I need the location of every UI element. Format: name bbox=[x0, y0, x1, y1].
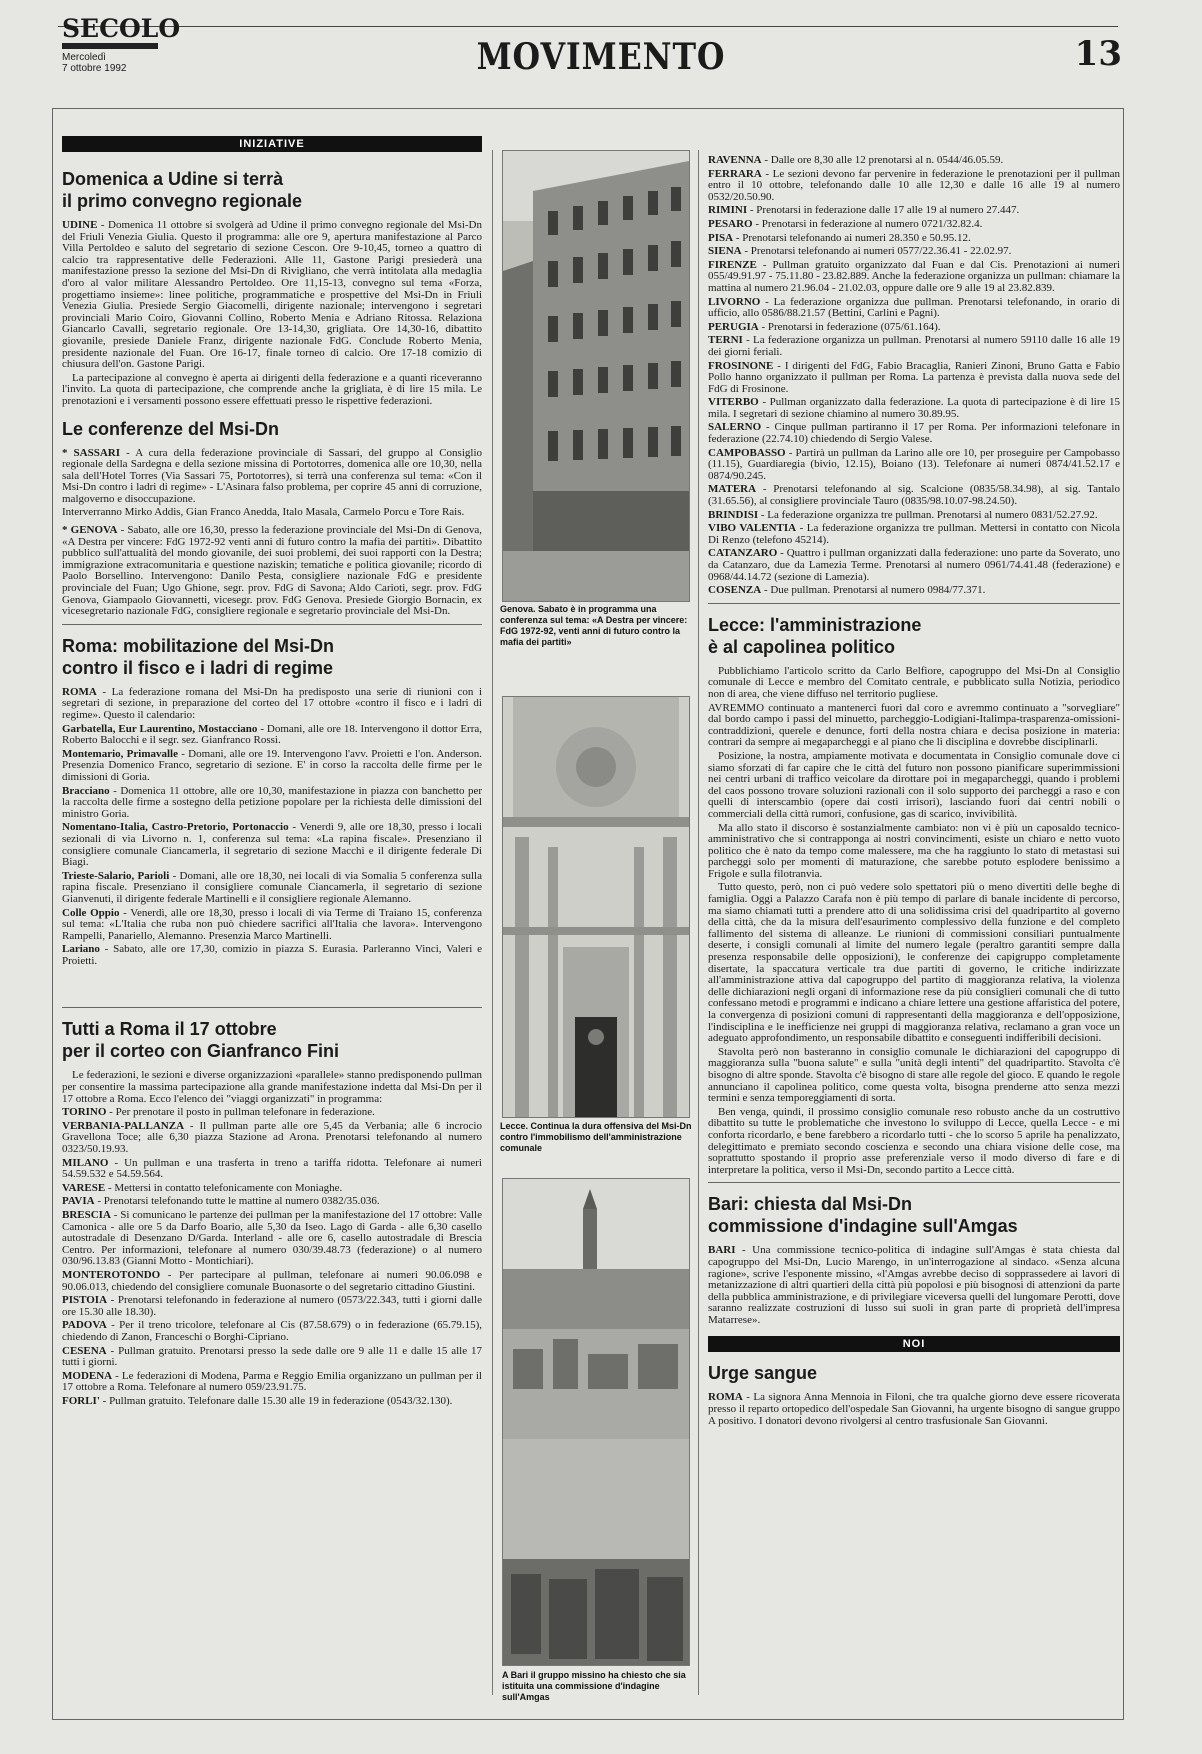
pullman-list-text: - Quattro i pullman organizzati dalla federazione: uno parte da Soverato, uno da Catanzaro, due da Lamezia Terme. Prenotarsi al numero 0961/74.41.48 (federazione) e 0968/44.14.72 (sezione di Lamezia). bbox=[708, 547, 1120, 583]
pullman-list-place: COSENZA bbox=[708, 584, 762, 597]
roma-calendar-item bbox=[62, 786, 482, 821]
roma-calendar-text: - Sabato, alle ore 17,30, comizio in piazza S. Eurasia. Parleranno Vinci, Valeri e Proietti. bbox=[62, 943, 482, 967]
pullman-list-item bbox=[708, 322, 1120, 334]
roma-calendar bbox=[62, 724, 482, 968]
pullman-list-item bbox=[708, 397, 1120, 420]
conferenze-headline: Le conferenze del Msi-Dn bbox=[62, 418, 280, 439]
tutti-list-item bbox=[62, 1346, 482, 1369]
lecce-church-illustration bbox=[503, 697, 689, 1117]
tutti-intro: Le federazioni, le sezioni e diverse organizzazioni «parallele» stanno predisponendo pullman per consentire la massima partecipazione alla grande manifestazione indetta dal Msi-Dn per il 17 ottobre a Roma. Ecco l'elenco dei "viaggi organizzati" in programma: bbox=[62, 1069, 483, 1105]
bari-headline-line1: Bari: chiesta dal Msi-Dn bbox=[708, 1194, 913, 1215]
roma-calendar-place: Montemario, Primavalle bbox=[62, 747, 178, 760]
roma-calendar-place: Nomentano-Italia, Castro-Pretorio, Portonaccio bbox=[62, 821, 289, 834]
tutti-list-text: - Si comunicano le partenze dei pullman per la manifestazione del 17 ottobre: Valle Camonica - alle ore 5 da Darfo Boario, alle 5,30 da Iseo. Lago di Garda - alle 6,30 casello autostradale di Desenzano D/Garda. Interland - alle ore 6, casello autostradale di Brescia Centro. Per informazioni, telefonare al numero 030/39.48.73 (federazione) o al numero 030/96.13.83 (Gianni Motto - Montichiari). bbox=[62, 1209, 482, 1268]
tutti-list-place: MONTEROTONDO bbox=[62, 1268, 161, 1281]
caption-genova: Genova. Sabato è in programma una conferenza sul tema: «A Destra per vincere: FdG 1972-92, venti anni di futuro contro la mafia dei partiti» bbox=[500, 604, 688, 647]
lecce-paragraph-1: AVREMMO continuato a mantenerci fuori dal coro e avremmo continuato a "sorvegliare" dal bordo campo i passi del minuetto, parcheggio-Lodigiani-Italimpa-trasparenza-omissioni-contraddizioni, querele e denunce, forti della nostra chiara e decisa posizione in materia: contrari da sempre ai megaparcheggi e al piano che li disciplina e dovrebbe disciplinarli. bbox=[708, 701, 1120, 749]
tutti-list-place: MILANO bbox=[62, 1156, 109, 1169]
lecce-paragraph-5: Stavolta però non basteranno in consiglio comunale le dichiarazioni del capogruppo di maggioranza sulla "buona salute" e sulla "unità degli intenti" del quadripartito. Stavolta c'è bisogno di altre sponde. Stavolta c'è bisogno di stare alle regole del gioco. E quando le regole annunciano il capolinea politico, come questa volta, bisogna prenderne atto senza mezzi termini e senza temporeggiamenti di sorta. bbox=[708, 1045, 1120, 1105]
pullman-list-item bbox=[708, 422, 1120, 445]
pullman-list-text: - La federazione organizza tre pullman. Mettersi in contatto con Nicola Di Renzo (telefono 45214). bbox=[708, 522, 1120, 546]
divider bbox=[708, 603, 1120, 604]
pullman-list-item bbox=[708, 260, 1120, 295]
lecce-paragraph-6: Ben venga, quindi, il prossimo consiglio comunale reso robusto anche da un costruttivo dibattito su tutte le problematiche che investono lo sviluppo di Lecce, quella Lecce - e mi conforta ricordarlo, e bene farebbero a ricordarlo tutti - che lo scorso 5 aprile ha penalizzato, delegittimato e premiato secondo coscienza e secondo una chiara visione delle cose, ma soprattutto spostando il proprio asse preferenziale verso il modo diverso di fare e di interpretare la politica, verso il Msi-Dn, secondo partito a Lecce città. bbox=[708, 1105, 1120, 1176]
pullman-list-continued bbox=[708, 155, 1120, 597]
roma-calendar-item bbox=[62, 944, 482, 967]
roma-calendar-item bbox=[62, 724, 482, 747]
pullman-list-text: - Pullman organizzato dalla federazione. La quota di partecipazione è di lire 15 mila. I segretari di sezione chiamino al numero 30.89.95. bbox=[708, 396, 1120, 420]
tutti-list-text: - Per prenotare il posto in pullman telefonare in federazione. bbox=[106, 1106, 375, 1119]
sangue-paragraph bbox=[708, 1392, 1120, 1427]
divider bbox=[62, 1007, 482, 1008]
roma-calendar-place: Lariano bbox=[62, 943, 100, 956]
pullman-list-text: - Prenotarsi in federazione (075/61.164). bbox=[758, 320, 941, 333]
kicker-iniziative: INIZIATIVE bbox=[62, 136, 482, 152]
tutti-list-place: FORLI' bbox=[62, 1394, 100, 1407]
genova-body: - Sabato, alle ore 16,30, presso la federazione provinciale del Msi-Dn di Genova, «A Destra per vincere: FdG 1972-92 venti anni di futuro contro la mafia dei partiti». Dibattito pubblico sull'attualità del mondo giovanile, dei suoi problemi, dei suoi rapporti con la Destra; immigrazione extracomunitaria e questione naziskin; tematiche e politica giovanile; ricordo di Paolo Borsellino. Intervengono: Danilo Pesta, consigliere nazionale FdG e presidente provinciale del Fuan; Ugo Ghione, segr. prov. FdG di Savona; Aldo Carioti, segr. prov. FdG Genova, Giampaolo Giovannetti, vicesegr. prov. FdG Genova. Presiede Giorgio Bornacin, ex vicesegretario nazionale FdG, consigliere regionale e segretario provinciale del Msi-Dn. bbox=[62, 524, 482, 618]
roma-calendar-item bbox=[62, 822, 482, 868]
pullman-list-item bbox=[708, 361, 1120, 396]
tutti-list-item bbox=[62, 1121, 482, 1156]
pullman-list-text: - Prenotarsi in federazione dalle 17 alle 19 al numero 27.447. bbox=[747, 204, 1020, 217]
pullman-list-item bbox=[708, 585, 1120, 597]
pullman-list-item bbox=[708, 219, 1120, 231]
pullman-list-place: SALERNO bbox=[708, 421, 762, 434]
tutti-list-text: - Pullman gratuito. Prenotarsi presso la sede dalle ore 9 alle 11 e dalle 15 alle 17 tutti i giorni. bbox=[62, 1344, 482, 1369]
column-rule-left bbox=[492, 150, 493, 1695]
article-conferenze bbox=[62, 418, 482, 618]
pullman-list-text: - Le sezioni devono far pervenire in federazione le prenotazioni per il pullman entro il 10 ottobre, telefonando dalle 10 alle 12,30 e dalle 16 alle 19 al numero 0532/20.50.90. bbox=[708, 167, 1120, 203]
genova-building-illustration bbox=[503, 151, 689, 601]
pullman-list-item bbox=[708, 246, 1120, 258]
pullman-list-text: - Cinque pullman partiranno il 17 per Roma. Per informazioni telefonare in federazione (22.74.10) chiedendo di Sergio Valese. bbox=[708, 421, 1120, 446]
pullman-list-item bbox=[708, 155, 1120, 167]
pullman-list-text: - La federazione organizza due pullman. Prenotarsi telefonando, in orario di ufficio, allo 0586/88.21.57 (Bettini, Carlini e Pagni). bbox=[708, 295, 1120, 320]
roma-calendar-text: - Venerdì, alle ore 18,30, presso i locali di via Terme di Traiano 15, conferenza sul tema: «L'Italia che ruba non può chiedere sacrifici all'Italia che lavora». Intervengono Rampelli, Panariello, Alemanno. Presenzia Marco Martinelli. bbox=[62, 906, 482, 942]
pullman-list-text: - La federazione organizza un pullman. Prenotarsi al numero 59110 dalle 16 alle 19 dei giorni feriali. bbox=[708, 334, 1120, 358]
pullman-list-item bbox=[708, 448, 1120, 483]
column-rule-right bbox=[698, 150, 699, 1695]
article-roma bbox=[62, 635, 482, 968]
lecce-paragraph-3: Ma allo stato il discorso è sostanzialmente cambiato: non vi è più un caposaldo tecnico-amministrativo che si contrapponga ai nostri convincimenti, esiste un chiaro e netto vuoto politico che è nato da tempo come malessere, ma che ha raggiunto lo stato di metastasi sui parcheggi solo per momenti di maturazione, che sarebbe potuto esplodere benissimo a Frigole e sulla filotranvia. bbox=[708, 821, 1120, 880]
roma-headline bbox=[62, 635, 482, 679]
lecce-headline-line1: Lecce: l'amministrazione bbox=[708, 614, 922, 635]
tutti-list-item bbox=[62, 1371, 482, 1394]
tutti-list-place: PAVIA bbox=[62, 1195, 95, 1208]
pullman-list-place: LIVORNO bbox=[708, 295, 761, 308]
tutti-list-text: - Pullman gratuito. Telefonare dalle 15.30 alle 19 in federazione (0543/32.130). bbox=[99, 1394, 453, 1407]
pullman-list-text: - Prenotarsi telefonando ai numeri 0577/22.36.41 - 22.02.97. bbox=[741, 245, 1012, 258]
genova-dateline: * GENOVA bbox=[62, 524, 118, 537]
tutti-list bbox=[62, 1107, 482, 1407]
tutti-list-text: - Per il treno tricolore, telefonare al Cis (87.58.679) o in federazione (65.79.15), chiedendo di Zanon, Franceschi o Borghi-Cipriano. bbox=[62, 1319, 482, 1343]
roma-calendar-place: Trieste-Salario, Parioli bbox=[62, 869, 170, 882]
roma-calendar-item bbox=[62, 749, 482, 784]
bari-body: - Una commissione tecnico-politica di indagine sull'Amgas è stata chiesta dal capogruppo del Msi-Dn, Lucio Marengo, in un'interrogazione al sindaco. «Senza alcuna ragione», scrive l'esponente missino, «l'Amgas avrebbe deciso di sopprassedere ai lavori di metanizzazione di altri quartieri della città più popolosi e più bisognosi di attenzioni da parte della pubblica amministrazione, e di privilegiare viceversa quelli del lungomare Perotti, dove saranno realizzate costruzioni di lusso sui suoli in gran parte di proprietà dell'impresa Matarrese». bbox=[708, 1244, 1120, 1326]
pullman-list-place: PESARO bbox=[708, 217, 753, 230]
pullman-list-text: - La federazione organizza tre pullman. Prenotarsi al numero 0831/52.27.92. bbox=[758, 508, 1098, 521]
tutti-list-text: - Un pullman e una trasferta in treno a tariffa ridotta. Telefonare ai numeri 54.59.532 e 54.59.564. bbox=[62, 1156, 482, 1181]
lecce-headline-line2: è al capolinea politico bbox=[708, 636, 896, 657]
tutti-list-text: - Mettersi in contatto telefonicamente con Moniaghe. bbox=[105, 1181, 343, 1194]
tutti-list-item bbox=[62, 1270, 482, 1293]
article-urge-sangue bbox=[708, 1362, 1120, 1427]
tutti-list-place: MODENA bbox=[62, 1369, 113, 1382]
pullman-list-item bbox=[708, 205, 1120, 217]
tutti-list-place: PADOVA bbox=[62, 1319, 107, 1332]
bari-dateline: BARI bbox=[708, 1244, 736, 1257]
tutti-list-place: VARESE bbox=[62, 1181, 106, 1194]
pullman-list-place: CATANZARO bbox=[708, 547, 778, 560]
caption-bari: A Bari il gruppo missino ha chiesto che sia istituita una commissione d'indagine sull'Amgas bbox=[502, 1670, 686, 1702]
pullman-list-place: RIMINI bbox=[708, 204, 748, 217]
roma-calendar-text: - Domani, alle ore 18. Intervengono il dottor Erra, Roberto Balocchi e il segr. sez. Gianfranco Rossi. bbox=[62, 722, 482, 747]
bari-headline bbox=[708, 1193, 1120, 1237]
tutti-list-item bbox=[62, 1295, 482, 1318]
sassari-body: - A cura della federazione provinciale di Sassari, del gruppo al Consiglio regionale della Sardegna e della sezione missina di Portotorres, domenica alle ore 10,30, nella sala dell'Hotel Torres (Via Sassari 75, Portotorres), si terrà una conferenza sul tema: «Con il Msi-Dn contro i ladri di regime» - L'Asinara falso problema, per coprire 45 anni di corruzione, malgoverno e disoccupazione. bbox=[62, 446, 483, 505]
tutti-list-item bbox=[62, 1107, 482, 1119]
pullman-list-item bbox=[708, 169, 1120, 204]
photo-bari bbox=[502, 1178, 690, 1666]
roma-calendar-text: - Venerdì 9, alle ore 18,30, presso i locali sezionali di via Livorno n. 1, conferenza sul tema: «La rapina fiscale». Presenziano il consigliere comunale Ciancamerla, il segretario di sezione Macchi e il dirigente federale Di Biagi. bbox=[62, 821, 482, 869]
pullman-list-place: FERRARA bbox=[708, 167, 762, 180]
pullman-list-text: - Prenotarsi telefonando ai numeri 28.350 e 50.95.12. bbox=[733, 231, 971, 244]
pullman-list-text: - I dirigenti del FdG, Fabio Bracaglia, Ranieri Zinoni, Bruno Gatta e Fabio Pollo hanno organizzato il pullman per Roma. La partenza è prevista dalla nuova sede del FdG di Frosinone. bbox=[708, 359, 1120, 395]
tutti-list-item bbox=[62, 1210, 482, 1268]
pullman-list-place: PISA bbox=[708, 231, 734, 244]
tutti-headline bbox=[62, 1018, 482, 1062]
udine-headline-line1: Domenica a Udine si terrà bbox=[62, 169, 284, 189]
tutti-list-text: - Le federazioni di Modena, Parma e Reggio Emilia organizzano un pullman per il 17 ottobre a Roma. Telefonare al numero 059/23.91.75. bbox=[62, 1369, 482, 1394]
tutti-list-text: - Prenotarsi telefonando in federazione al numero (0573/22.343, tutti i giorni dalle ore 15.30 alle 18.30). bbox=[62, 1294, 482, 1318]
pullman-list-text: - Pullman gratuito organizzato dal Fuan e dal Cis. Prenotazioni ai numeri 055/49.91.97 - 75.11.80 - 23.82.889. Anche la federazione organizza un pullman: chiamare la mattina al numero 21.96.04 - 21.02.03, oppure dalle ore 9 alle 19 al 23.82.839. bbox=[708, 258, 1120, 294]
roma-calendar-place: Garbatella, Eur Laurentino, Mostacciano bbox=[62, 722, 258, 735]
pullman-list-place: TERNI bbox=[708, 334, 743, 347]
sassari-speakers: Interverranno Mirko Addis, Gian Franco Anedda, Italo Masala, Carmelo Porcu e Tore Rais. bbox=[62, 506, 465, 519]
sassari-paragraph bbox=[62, 448, 482, 506]
genova-paragraph bbox=[62, 525, 482, 618]
tutti-list-place: CESENA bbox=[62, 1344, 107, 1357]
tutti-list-item bbox=[62, 1320, 482, 1343]
article-tutti-a-roma bbox=[62, 1018, 482, 1407]
udine-headline-line2: il primo convegno regionale bbox=[62, 191, 303, 211]
pullman-list-place: PERUGIA bbox=[708, 320, 759, 333]
tutti-list-text: - Per partecipare al pullman, telefonare ai numeri 90.06.098 e 90.06.013, chiedendo del consigliere comunale Buonasorte o del segretario cittadino Giustini. bbox=[62, 1268, 482, 1293]
pullman-list-item bbox=[708, 484, 1120, 507]
tutti-list-text: - Prenotarsi telefonando tutte le mattine al numero 0382/35.036. bbox=[94, 1195, 380, 1208]
roma-calendar-text: - Domani, alle ore 19. Intervengono l'avv. Proietti e l'on. Anderson. Presenzia Domenico Franco, segretario di sezione. E' in corso la raccolta delle firme per le dimissioni di Goria. bbox=[62, 747, 482, 783]
masthead-logo: SECOLO bbox=[62, 14, 181, 43]
article-lecce bbox=[708, 614, 1120, 1177]
pullman-list-text: - Dalle ore 8,30 alle 12 prenotarsi al n. 0544/46.05.59. bbox=[761, 154, 1004, 166]
sassari-dateline: * SASSARI bbox=[62, 446, 121, 459]
pullman-list-item bbox=[708, 233, 1120, 245]
tutti-list-item bbox=[62, 1196, 482, 1208]
article-bari bbox=[708, 1193, 1120, 1326]
udine-dateline: UDINE bbox=[62, 219, 98, 231]
divider bbox=[708, 1182, 1120, 1183]
roma-calendar-text: - Domenica 11 ottobre, alle ore 10,30, manifestazione in piazza con banchetto per la raccolta delle firme a sostegno della petizione popolare per la richiesta delle dimissioni del ministro Goria. bbox=[62, 784, 482, 820]
article-udine bbox=[62, 168, 482, 408]
pullman-list-place: RAVENNA bbox=[708, 154, 762, 166]
section-title: MOVIMENTO bbox=[476, 36, 726, 78]
pullman-list-item bbox=[708, 335, 1120, 358]
photo-genova bbox=[502, 150, 690, 602]
lecce-headline bbox=[708, 614, 1120, 658]
roma-intro bbox=[62, 687, 482, 722]
pullman-list-place: VITERBO bbox=[708, 396, 759, 409]
roma-calendar-item bbox=[62, 908, 482, 943]
bari-paragraph bbox=[708, 1245, 1120, 1326]
photo-lecce bbox=[502, 696, 690, 1118]
divider bbox=[62, 624, 482, 625]
pullman-list-place: VIBO VALENTIA bbox=[708, 522, 797, 535]
udine-paragraph-1 bbox=[62, 220, 482, 371]
pullman-list-item bbox=[708, 297, 1120, 320]
roma-dateline: ROMA bbox=[62, 685, 97, 698]
roma-calendar-place: Bracciano bbox=[62, 784, 110, 797]
pullman-list-text: - Partirà un pullman da Larino alle ore 10, per proseguire per Campobasso (11.15), Guardiaregia (bivio, 12.15), Boiano (13). Telefonare ai numeri 0874/41.52.17 e 0874/90.245. bbox=[708, 446, 1120, 482]
roma-calendar-item bbox=[62, 871, 482, 906]
pullman-list-place: FROSINONE bbox=[708, 359, 774, 372]
udine-body-1: - Domenica 11 ottobre si svolgerà ad Udine il primo convegno regionale del Msi-Dn del Friuli Venezia Giulia. Questo il programma: alle ore 9, apertura manifestazione al Parco Villa Pertoldeo e saluto del segretario di sezione Cescon. Ore 9-10,45, torneo a quattro di calcio tra rappresentative delle Federazioni. Alle 11, Gastone Parigi presiederà una manifestazione presso la sezione del Msi-Dn di Rivigliano, che verrà intitolata alla medaglia d'oro al valor militare Alessandro Pertoldeo. Ore 11,15-13, convegno sul tema «Forza, progettiamo insieme»: linee politiche, programmatiche e prospettive del Msi-Dn in Friuli Venezia Giulia. Presiede Sergio Giacomelli, dirigente nazionale; intervengono i segretari provinciali Mario Coiro, Giovanni Collino, Roberto Menia e Adriano Ritossa. Relaziona Giancarlo Cavalli, segretario regionale. Ore 13-14,30, grigliata. Ore 14,30-16, dibattito giovanile, presiede Daniele Franz, dirigente nazionale FdG. Conclude Roberto Menia, presidente nazionale del Fuan. Ore 16-17, finale torneo di calcio. Ore 17-18 comizio di chiusura dell'on. Gastone Parigi. bbox=[62, 219, 482, 371]
roma-headline-line1: Roma: mobilitazione del Msi-Dn bbox=[62, 635, 335, 656]
pullman-list-place: CAMPOBASSO bbox=[708, 446, 786, 459]
pullman-list-item bbox=[708, 523, 1120, 546]
sangue-headline: Urge sangue bbox=[708, 1363, 818, 1384]
pullman-list-item bbox=[708, 548, 1120, 583]
top-rule bbox=[58, 26, 1118, 27]
tutti-list-item bbox=[62, 1183, 482, 1195]
pullman-list-text: - Prenotarsi in federazione al numero 0721/32.82.4. bbox=[752, 217, 983, 230]
issue-date: 7 ottobre 1992 bbox=[62, 63, 127, 74]
tutti-list-item bbox=[62, 1396, 482, 1408]
pullman-list-place: MATERA bbox=[708, 483, 757, 496]
pullman-list-text: - Prenotarsi telefonando al sig. Scalcione (0835/58.34.98), al sig. Tantalo (31.65.56), al consigliere provinciale Tauro (0835/98.10.07-98.24.50). bbox=[708, 483, 1120, 508]
kicker-noi: NOI bbox=[708, 1336, 1120, 1352]
roma-headline-line2: contro il fisco e i ladri di regime bbox=[62, 657, 334, 678]
tutti-list-place: VERBANIA-PALLANZA bbox=[62, 1119, 185, 1132]
page-number: 13 bbox=[1074, 34, 1122, 74]
issue-day: Mercoledì bbox=[62, 52, 106, 63]
lecce-intro: Pubblichiamo l'articolo scritto da Carlo Belfiore, capogruppo del Msi-Dn al Consiglio comunale di Lecce e membro del Comitato centrale, e pubblicato sulla Notizia, periodico non di area, che viene diffuso nel territorio pugliese. bbox=[708, 664, 1120, 700]
tutti-list-place: TORINO bbox=[62, 1106, 107, 1119]
udine-paragraph-2: La partecipazione al convegno è aperta ai dirigenti della federazione e a quanti riceveranno l'invito. La quota di partecipazione, che comprende anche la grigliata, è di lire 15 mila. Le prenotazioni e i versamenti possono essere effettuati presso le rispettive federazioni. bbox=[62, 371, 482, 407]
tutti-list-place: BRESCIA bbox=[62, 1209, 111, 1221]
lecce-paragraph-4: Tutto questo, però, non ci può vedere solo spettatori più o meno divertiti delle beghe di famiglia. Oggi a Palazzo Carafa non è più tempo di parlare di banale incidente di percorso, ma siamo chiamati tutti a prendere atto di una solidissima crisi del quadripartito al governo della città, che da la misura dell'esaurimento complessivo della funzione e del completo fallimento del sistema di alleanze. Le riunioni di commissioni consiliari puntualmente deserte, i consigli comunali al limite del numero legale (peraltro garantiti sempre dalla presenza responsabile delle opposizioni), le conferenze dei capigruppo completamente disertate, la spaccatura verticale tra due partiti di governo, le critiche indirizzate all'amministrazione attiva dal capogruppo del partito di maggioranza relativa, la violenza delle dichiarazioni negli organi di informazione rese da più consiglieri comunali che di tutto confessano metodi e programmi e indicano a chiare lettere una gestione affaristica del potere, la convergenza di posizioni comuni di rappresentanti della maggioranza e dell'opposizione, l'indisciplina e le inefficienze nei gruppi di maggioranza relativa, reclamano a gran voce un adeguato approfondimento, un responsabile dibattito e conseguenti indifferibili decisioni. bbox=[708, 881, 1120, 1045]
pullman-list-item bbox=[708, 510, 1120, 522]
tutti-list-text: - Il pullman parte alle ore 5,45 da Verbania; alle 6 incrocio Gravellona Toce; alle 6,30 piazza Stazione ad Arona. Prenotarsi telefonando al numero 0323/50.19.93. bbox=[62, 1119, 482, 1156]
caption-lecce: Lecce. Continua la dura offensiva del Msi-Dn contro l'immobilismo dell'amministrazione comunale bbox=[500, 1121, 692, 1153]
roma-intro-text: - La federazione romana del Msi-Dn ha predisposto una serie di riunioni con i segretari di sezione, in preparazione del corteo del 17 ottobre «contro il fisco e i ladri di regime». Questo il calendario: bbox=[62, 685, 482, 721]
tutti-list-place: PISTOIA bbox=[62, 1294, 108, 1307]
sangue-dateline: ROMA bbox=[708, 1391, 743, 1404]
pullman-list-place: FIRENZE bbox=[708, 258, 757, 271]
pullman-list-place: SIENA bbox=[708, 245, 742, 258]
pullman-list-text: - Due pullman. Prenotarsi al numero 0984/77.371. bbox=[761, 584, 986, 597]
roma-calendar-text: - Domani, alle ore 18,30, nei locali di via Somalia 5 conferenza sulla rapina fiscale. Presenziano il consigliere comunale Ciancamerla, il segretario di sezione Gianvenuti, il dirigente federale Martinelli e il consigliere regionale Alemanno. bbox=[62, 869, 482, 905]
sangue-body: - La signora Anna Mennoia in Filoni, che tra qualche giorno deve essere ricoverata presso il reparto ortopedico dell'ospedale San Giovanni, ha urgente bisogno di sangue gruppo A positivo. I donatori devono rivolgersi al centro trasfusionale San Giovanni. bbox=[708, 1391, 1120, 1427]
bari-headline-line2: commissione d'indagine sull'Amgas bbox=[708, 1216, 1018, 1237]
udine-headline bbox=[62, 168, 482, 212]
roma-calendar-place: Colle Oppio bbox=[62, 906, 120, 919]
bari-cityscape-illustration bbox=[503, 1179, 689, 1665]
lecce-paragraph-2: Posizione, la nostra, ampiamente motivata e documentata in Consiglio comunale dove ci siamo sforzati di far capire che le città del futuro non possono pianificare superimmissioni nei centri urbani di traffico veicolare da dirottare poi in megaparcheggi, quando i problemi del caos possono trovare soluzioni razionali con il solo supporto dei parcheggi a raso e con quelli di interscambio (opere dai costi irrisori), lasciando fuori dai centri nobili o commerciali della città rumori, confusione, gas di scarico, invivibilità. bbox=[708, 749, 1120, 820]
tutti-headline-line2: per il corteo con Gianfranco Fini bbox=[62, 1041, 340, 1062]
left-column bbox=[62, 136, 482, 1410]
tutti-headline-line1: Tutti a Roma il 17 ottobre bbox=[62, 1019, 277, 1040]
tutti-list-item bbox=[62, 1158, 482, 1181]
pullman-list-place: BRINDISI bbox=[708, 508, 759, 521]
right-column bbox=[708, 155, 1120, 1429]
